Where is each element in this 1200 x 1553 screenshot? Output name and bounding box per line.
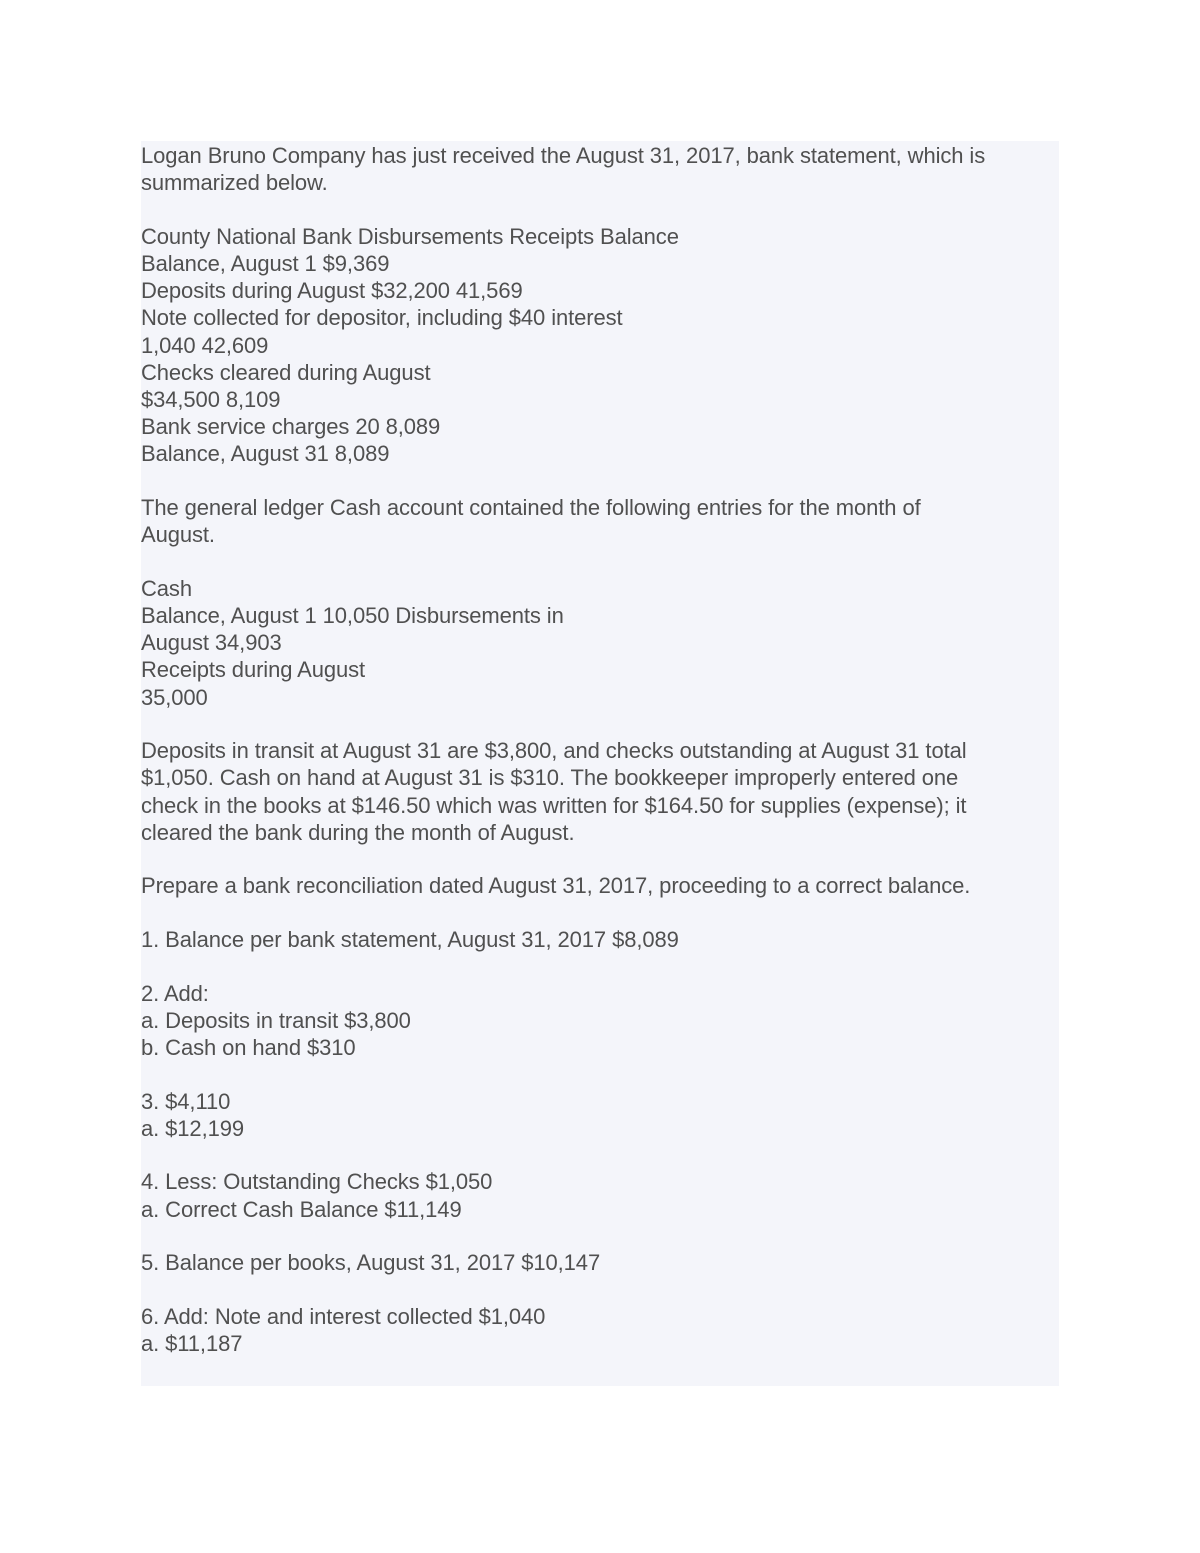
- text-line: 4. Less: Outstanding Checks $1,050: [141, 1169, 493, 1195]
- text-line: 1,040 42,609: [141, 332, 269, 358]
- text-line: The general ledger Cash account contained the following entries for the month of: [141, 495, 921, 521]
- text-line: Balance, August 1 10,050 Disbursements in: [141, 603, 564, 629]
- text-line: Receipts during August: [141, 657, 366, 683]
- text-line: check in the books at $146.50 which was written for $164.50 for supplies (expense); it: [141, 792, 967, 818]
- text-line: $34,500 8,109: [141, 387, 281, 413]
- text-line: b. Cash on hand $310: [141, 1035, 356, 1061]
- text-line: 3. $4,110: [141, 1088, 231, 1114]
- document-body: [141, 142, 1059, 1384]
- text-line: summarized below.: [141, 170, 328, 196]
- paragraph-step-2: [141, 980, 1059, 1062]
- paragraph-instruction: [141, 872, 1059, 899]
- paragraph-step-4: [141, 1168, 1059, 1222]
- text-line: 35,000: [141, 684, 208, 710]
- text-line: 2. Add:: [141, 980, 209, 1006]
- text-line: Logan Bruno Company has just received the August 31, 2017, bank statement, which is: [141, 143, 986, 168]
- text-line: Note collected for depositor, including $40 interest: [141, 305, 623, 331]
- paragraph-ledger-intro: [141, 494, 1059, 548]
- text-line: 1. Balance per bank statement, August 31, 2017 $8,089: [141, 927, 679, 953]
- paragraph-additional-info: [141, 737, 1059, 846]
- text-line: cleared the bank during the month of August.: [141, 819, 575, 845]
- text-line: a. Deposits in transit $3,800: [141, 1007, 411, 1033]
- text-line: Balance, August 31 8,089: [141, 441, 390, 467]
- text-line: a. Correct Cash Balance $11,149: [141, 1196, 462, 1222]
- paragraph-step-1: [141, 926, 1059, 953]
- paragraph-step-6: [141, 1303, 1059, 1357]
- text-line: a. $11,187: [141, 1331, 243, 1356]
- text-line: Prepare a bank reconciliation dated August 31, 2017, proceeding to a correct balance.: [141, 873, 971, 899]
- text-line: Bank service charges 20 8,089: [141, 414, 441, 440]
- text-line: a. $12,199: [141, 1115, 244, 1141]
- text-line: Checks cleared during August: [141, 359, 431, 385]
- paragraph-bank-statement: [141, 223, 1059, 468]
- text-line: August.: [141, 522, 215, 548]
- text-line: August 34,903: [141, 630, 282, 656]
- text-line: County National Bank Disbursements Receipts Balance: [141, 223, 679, 249]
- text-line: Deposits in transit at August 31 are $3,800, and checks outstanding at August 31 total: [141, 738, 967, 764]
- text-line: $1,050. Cash on hand at August 31 is $310. The bookkeeper improperly entered one: [141, 765, 959, 791]
- text-line: Deposits during August $32,200 41,569: [141, 278, 523, 304]
- text-line: 5. Balance per books, August 31, 2017 $10,147: [141, 1250, 601, 1276]
- paragraph-step-5: [141, 1249, 1059, 1276]
- paragraph-intro: [141, 142, 1059, 196]
- text-line: 6. Add: Note and interest collected $1,040: [141, 1303, 546, 1329]
- paragraph-step-3: [141, 1088, 1059, 1142]
- text-line: Balance, August 1 $9,369: [141, 251, 390, 276]
- paragraph-cash-account: [141, 575, 1059, 711]
- text-line: Cash: [141, 575, 192, 601]
